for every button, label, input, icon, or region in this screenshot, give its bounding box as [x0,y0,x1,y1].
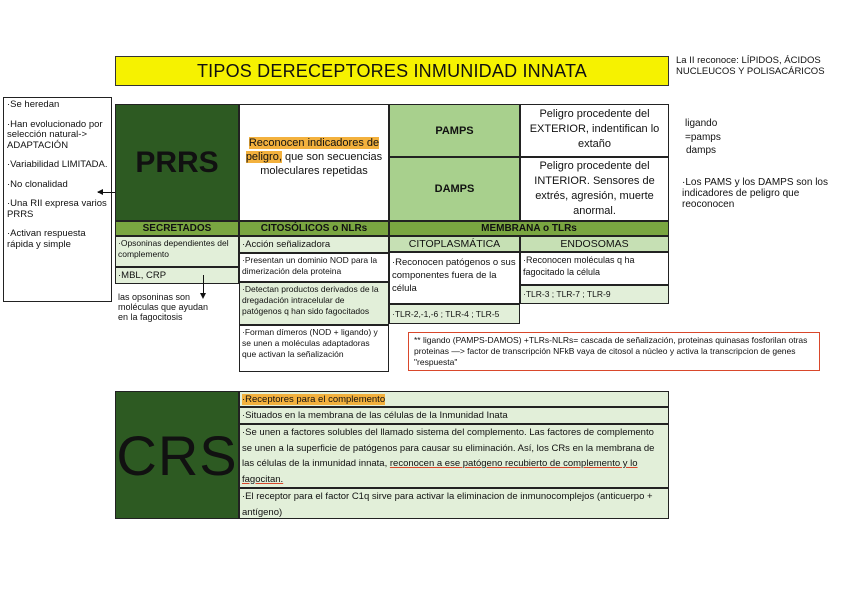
crs-row3-text: ·Se unen a factores solubles del llamado sistema del complemento. Las factores de complemento se unen a la superficie de patógenos para causar su eliminación. Así, los CRs en la membrana de las células de la inmunidad innata, [242,427,655,469]
citosolicos-header: CITOSÓLICOS o NLRs [239,221,389,236]
secretados-header: SECRETADOS [115,221,239,236]
pamps-label: PAMPS [389,104,520,157]
prrs-label: PRRS [115,104,239,221]
citosolicos-item: ·Forman dímeros (NOD + ligando) y se unen a moléculas adaptadoras que activan la señalización [239,325,389,372]
citosolicos-item: ·Presentan un dominio NOD para la dimerización dela proteina [239,253,389,282]
crs-row3-underlined: reconocen a ese patógeno recubierto de complemento y lo fagocitan. [242,458,638,485]
citosolicos-item: ·Detectan productos derivados de la dregadación intracelular de patógenos q han sido fagocitados [239,282,389,325]
secretados-item: ·MBL, CRP [115,267,239,284]
crs-label: CRS [115,391,239,519]
characteristics-box [3,97,112,302]
citoplasmatica-item: ·Reconocen patógenos o sus componentes fuera de la célula [389,252,520,304]
secretados-item: ·Opsoninas dependientes del complemento [115,236,239,267]
opsoninas-note: las opsoninas son moléculas que ayudan en la fagocitosis [118,292,209,322]
crs-row: ·El receptor para el factor C1q sirve para activar la eliminacion de inmunocomplejos (anticuerpo + antígeno) [239,488,669,519]
prrs-desc-rest: que son secuencias moleculares repetidas [260,151,383,177]
signaling-note-box: ** ligando (PAMPS-DAMOS) +TLRs-NLRs= cascada de señalización, proteinas quinasas fosforilan otras proteinas —> factor de transcripción NFkB vaya de citosol a núcleo y activa la transcripcion de genes "respuesta" [408,332,820,371]
ligando-line: damps [686,145,717,156]
ligando-note [685,117,721,158]
endosomas-item: ·TLR-3 ; TLR-7 ; TLR-9 [520,285,669,304]
side-note: ·No clonalidad [7,178,68,190]
ligands-note: La II reconoce: LÍPIDOS, ÁCIDOS NUCLEUCOS Y POLISACÁRICOS [676,55,825,77]
crs-row: ·Situados en la membrana de las células de la Inmunidad Inata [239,407,669,424]
pamps-description: Peligro procedente del EXTERIOR, indentifican lo extaño [520,104,669,157]
damps-label: DAMPS [389,157,520,221]
side-note: ·Una RII expresa varios PRRS [7,198,107,220]
side-note: ·Variabilidad LIMITADA. [7,159,108,170]
citoplasmatica-item: ·TLR-2,-1,-6 ; TLR-4 ; TLR-5 [389,304,520,324]
pams-damps-note: ·Los PAMS y los DAMPS son los indicadores de peligro que reoconocen [682,177,828,210]
endosomas-item: ·Reconocen moléculas q ha fagocitado la célula [520,252,669,285]
side-note: ·Han evolucionado por selección natural-> ADAPTACIÓN [7,118,103,151]
prrs-description [239,104,389,221]
ligando-line: =pamps [685,131,721,143]
page-title: TIPOS DERECEPTORES INMUNIDAD INNATA [115,56,669,86]
prrs-desc-highlight: Reconocen indicadores de peligro, [245,137,380,163]
citosolicos-item: ·Acción señalizadora [239,236,389,253]
crs-row [239,424,669,488]
side-note: ·Se heredan [7,99,60,110]
citoplasmatica-subheader: CITOPLASMÁTICA [389,236,520,252]
damps-description: Peligro procedente del INTERIOR. Sensores de extrés, agresión, muerte anormal. [520,157,669,221]
membrana-header: MEMBRANA o TLRs [389,221,669,236]
ligando-line: ligando [685,118,718,129]
endosomas-subheader: ENDOSOMAS [520,236,669,252]
crs-row [239,391,669,407]
crs-row-highlight: ·Receptores para el complemento [242,394,386,405]
side-note: ·Activan respuesta rápida y simple [7,228,86,250]
